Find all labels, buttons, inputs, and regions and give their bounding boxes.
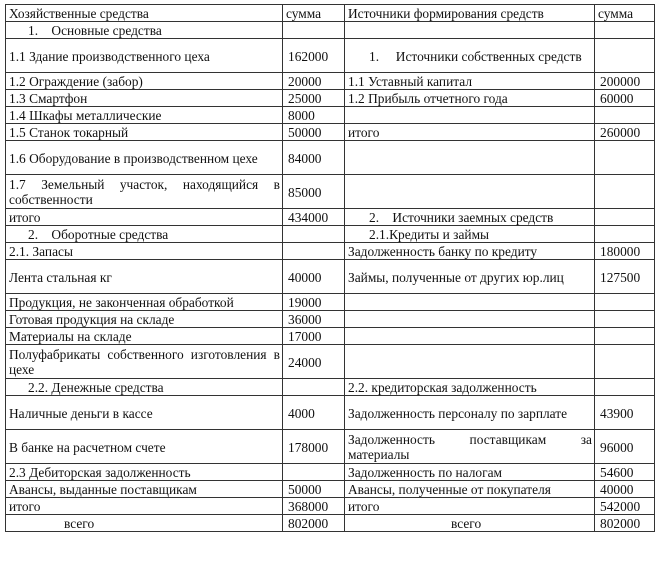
amount-cell: 25000 [283, 90, 345, 107]
amount-cell: 40000 [283, 260, 345, 294]
cell: 1.3 Смартфон [6, 90, 283, 107]
cell [595, 209, 655, 226]
amount-cell: 50000 [283, 481, 345, 498]
table-row [6, 345, 655, 379]
grand-total-label: всего [6, 515, 283, 532]
total-row [6, 515, 655, 532]
amount-cell: 260000 [595, 124, 655, 141]
amount-cell: 54600 [595, 464, 655, 481]
table-row [6, 175, 655, 209]
cell [595, 39, 655, 73]
cell: Задолженность поставщикам за материалы [345, 430, 595, 464]
cell [595, 311, 655, 328]
subsection-receivables: 2.3 Дебиторская задолженность [6, 464, 283, 481]
table-row [6, 328, 655, 345]
cell: 1.1 Уставный капитал [345, 73, 595, 90]
amount-cell: 19000 [283, 294, 345, 311]
table-row [6, 430, 655, 464]
cell [283, 226, 345, 243]
amount-cell: 200000 [595, 73, 655, 90]
amount-cell: 127500 [595, 260, 655, 294]
table-row [6, 124, 655, 141]
table-row [6, 22, 655, 39]
amount-cell: 96000 [595, 430, 655, 464]
amount-cell: 20000 [283, 73, 345, 90]
cell [283, 464, 345, 481]
amount-cell: 84000 [283, 141, 345, 175]
section-fixed-assets: 1. Основные средства [6, 22, 283, 39]
grand-total-amount: 802000 [283, 515, 345, 532]
cell: Займы, полученные от других юр.лиц [345, 260, 595, 294]
table-row [6, 243, 655, 260]
amount-cell: 36000 [283, 311, 345, 328]
section-current-assets: 2. Оборотные средства [6, 226, 283, 243]
cell: 1.4 Шкафы металлические [6, 107, 283, 124]
amount-cell: 60000 [595, 90, 655, 107]
cell [345, 345, 595, 379]
cell: Материалы на складе [6, 328, 283, 345]
cell [345, 328, 595, 345]
table-row [6, 141, 655, 175]
cell: Задолженность персоналу по зарплате [345, 396, 595, 430]
grand-total-amount: 802000 [595, 515, 655, 532]
cell: 1.2 Прибыль отчетного года [345, 90, 595, 107]
subtotal-label: итого [6, 209, 283, 226]
table-row [6, 107, 655, 124]
cell: 1.5 Станок токарный [6, 124, 283, 141]
cell [283, 22, 345, 39]
table-row [6, 481, 655, 498]
amount-cell: 17000 [283, 328, 345, 345]
amount-cell: 85000 [283, 175, 345, 209]
amount-cell: 542000 [595, 498, 655, 515]
table-row [6, 294, 655, 311]
section-own-sources: 1. Источники собственных средств [345, 39, 595, 73]
cell: 1.1 Здание производственного цеха [6, 39, 283, 73]
table-row [6, 73, 655, 90]
cell [595, 22, 655, 39]
cell [345, 294, 595, 311]
amount-cell: 8000 [283, 107, 345, 124]
cell [595, 328, 655, 345]
table-row [6, 226, 655, 243]
table-row [6, 498, 655, 515]
grand-total-label: всего [345, 515, 595, 532]
amount-cell: 180000 [595, 243, 655, 260]
cell: Авансы, выданные поставщикам [6, 481, 283, 498]
header-amount-sources: сумма [595, 5, 655, 22]
cell: В банке на расчетном счете [6, 430, 283, 464]
cell [595, 379, 655, 396]
cell: Задолженность банку по кредиту [345, 243, 595, 260]
cell: Наличные деньги в кассе [6, 396, 283, 430]
cell: Готовая продукция на складе [6, 311, 283, 328]
cell [595, 345, 655, 379]
subsection-inventory: 2.1. Запасы [6, 243, 283, 260]
cell [345, 175, 595, 209]
cell [345, 141, 595, 175]
table-row [6, 311, 655, 328]
section-borrowed-sources: 2. Источники заемных средств [345, 209, 595, 226]
cell [595, 226, 655, 243]
cell [345, 107, 595, 124]
cell: Авансы, полученные от покупателя [345, 481, 595, 498]
table-row [6, 209, 655, 226]
cell [345, 22, 595, 39]
cell: 1.6 Оборудование в производственном цехе [6, 141, 283, 175]
header-amount-assets: сумма [283, 5, 345, 22]
amount-cell: 162000 [283, 39, 345, 73]
header-assets: Хозяйственные средства [6, 5, 283, 22]
cell [283, 243, 345, 260]
cell [595, 141, 655, 175]
amount-cell: 40000 [595, 481, 655, 498]
cell: 1.7 Земельный участок, находящийся в собственности [6, 175, 283, 209]
balance-table [5, 4, 655, 532]
cell: Задолженность по налогам [345, 464, 595, 481]
table-row [6, 39, 655, 73]
cell [595, 294, 655, 311]
amount-cell: 43900 [595, 396, 655, 430]
subtotal-label: итого [6, 498, 283, 515]
subsection-payables: 2.2. кредиторская задолженность [345, 379, 595, 396]
amount-cell: 368000 [283, 498, 345, 515]
subtotal-label: итого [345, 124, 595, 141]
amount-cell: 4000 [283, 396, 345, 430]
table-row [6, 90, 655, 107]
amount-cell: 434000 [283, 209, 345, 226]
table-row [6, 260, 655, 294]
amount-cell: 24000 [283, 345, 345, 379]
header-sources: Источники формирования средств [345, 5, 595, 22]
amount-cell: 178000 [283, 430, 345, 464]
cell: Лента стальная кг [6, 260, 283, 294]
table-row [6, 396, 655, 430]
table-row [6, 464, 655, 481]
subsection-credits: 2.1.Кредиты и займы [345, 226, 595, 243]
header-row [6, 5, 655, 22]
amount-cell: 50000 [283, 124, 345, 141]
subsection-cash: 2.2. Денежные средства [6, 379, 283, 396]
table-row [6, 379, 655, 396]
cell: Продукция, не законченная обработкой [6, 294, 283, 311]
cell [345, 311, 595, 328]
cell [283, 379, 345, 396]
subtotal-label: итого [345, 498, 595, 515]
cell: 1.2 Ограждение (забор) [6, 73, 283, 90]
cell: Полуфабрикаты собственного изготовления в цехе [6, 345, 283, 379]
cell [595, 107, 655, 124]
cell [595, 175, 655, 209]
